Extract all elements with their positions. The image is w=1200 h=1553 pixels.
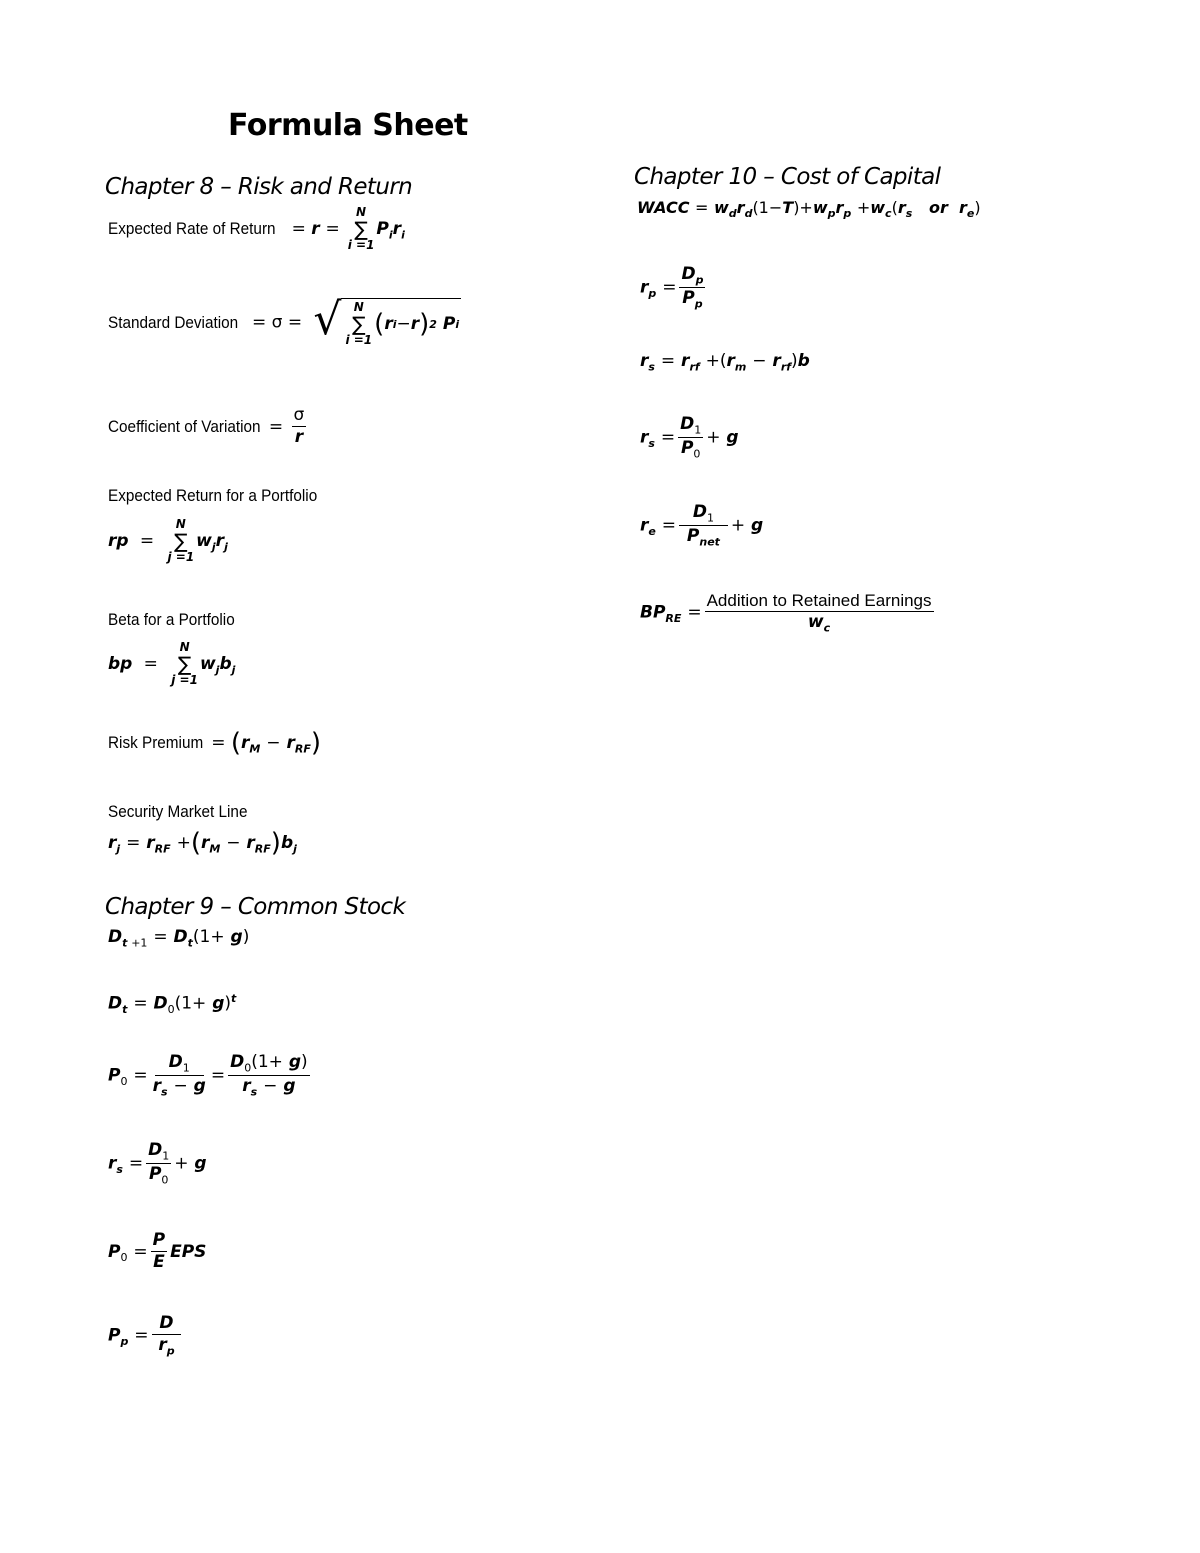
risk-premium-label: Risk Premium	[108, 733, 204, 752]
std-dev-formula-row	[108, 294, 461, 348]
sml-formula: $r_j = r_{RF} +(r_M - r_{RF})b_j$	[108, 828, 297, 858]
chapter-10-heading: Chapter 10 – Cost of Capital	[634, 164, 941, 190]
exp-ret-portfolio-label: Expected Return for a Portfolio	[108, 486, 318, 505]
price-gordon-formula: $P_0$ = $\frac{D_1}{r_s - g}$ = $\frac{D_0(1+ g)}{r_s - g}$	[108, 1052, 308, 1099]
risk-premium-formula: = $(r_M - r_{RF})$	[205, 728, 321, 758]
exp-ret-portfolio-formula: rp = N ∑ j =1 $w_jr_j$	[108, 517, 228, 565]
page-title: Formula Sheet	[228, 108, 468, 143]
dividend-t-formula: $D_t = D_0(1+ g)^t$	[108, 992, 237, 1017]
preferred-price-formula: $P_p$ = $\frac{D}{r_p}$	[108, 1313, 180, 1358]
coef-var-label: Coefficient of Variation	[108, 416, 261, 436]
sml-label: Security Market Line	[108, 802, 248, 821]
rs-dcf-formula: $r_s$ = $\frac{D_1}{P_0}$ + g	[108, 1140, 207, 1187]
price-pe-formula: $P_0$ = $\frac{P}{E}$ EPS	[108, 1230, 207, 1273]
coef-var-formula: = $\frac{\sigma}{r}$	[263, 405, 305, 448]
rs-dcf2-formula: $r_s$ = $\frac{D_1}{P_0}$ + g	[640, 414, 739, 461]
beta-portfolio-label: Beta for a Portfolio	[108, 610, 235, 629]
chapter-9-heading: Chapter 9 – Common Stock	[105, 894, 406, 920]
beta-portfolio-formula: bp = N ∑ j =1 $w_jb_j$	[108, 640, 236, 688]
re-new-formula: $r_e$ = $\frac{D_1}{P_{net}}$ + g	[640, 502, 764, 549]
risk-premium-formula-row	[108, 730, 321, 756]
expected-rate-formula: = r = N ∑ i =1 $P_ir_i$	[286, 205, 405, 253]
breakpoint-formula: $BP_{RE}$ = $\frac{\text{Addition to Retained Earnings}}{w_c}$	[640, 591, 932, 635]
coef-var-formula-row	[108, 405, 309, 449]
expected-rate-label: Expected Rate of Return	[108, 219, 276, 239]
chapter-8-heading: Chapter 8 – Risk and Return	[105, 174, 413, 200]
rp-pref-formula: $r_p$ = $\frac{D_p}{P_p}$	[640, 264, 704, 311]
expected-rate-formula-row	[108, 206, 405, 252]
wacc-formula: WACC = $w_dr_d(1-T)+w_pr_p +w_c(r_s$ or $r_e$)	[637, 198, 981, 221]
std-dev-formula: = σ = √ N ∑ i =1 ( r i − r ) 2 P i	[246, 294, 460, 348]
retained-earnings-label: Addition to Retained Earnings	[705, 590, 934, 612]
dividend-next-formula: $D_{t +1} = D_t(1+ g)$	[108, 927, 250, 950]
rs-capm-formula: $r_s = r_{rf} +(r_m - r_{rf})b$	[640, 351, 810, 374]
std-dev-label: Standard Deviation	[108, 312, 239, 332]
